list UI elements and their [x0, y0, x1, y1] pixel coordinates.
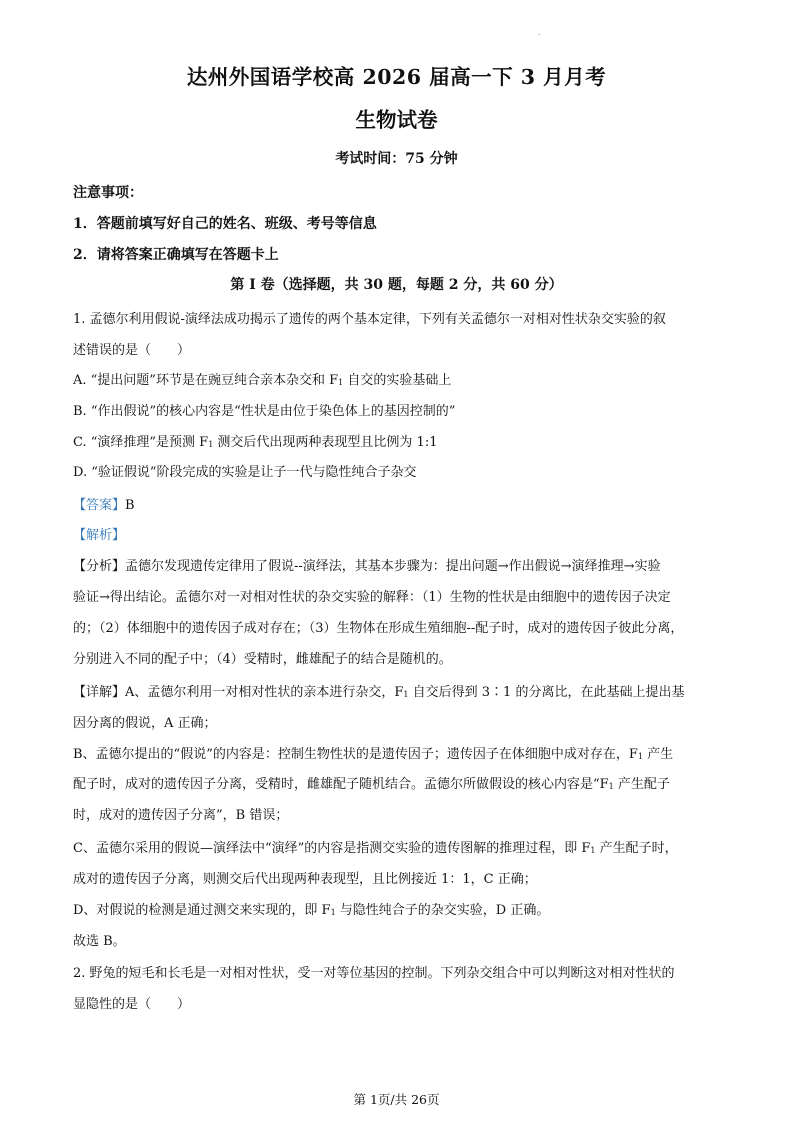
- q1-stem-line: 1. 孟德尔利用假说-演绎法成功揭示了遗传的两个基本定律，下列有关孟德尔一对相对性状杂交实验的叙: [73, 312, 666, 327]
- q1-fenxi-line: 【分析】孟德尔发现遗传定律用了假说--演绎法，其基本步骤为：提出问题→作出假说→演绎推理→实验: [73, 559, 661, 574]
- q1-detail-line: 因分离的假说，A 正确；: [73, 716, 217, 731]
- q1-detail-line: 成对的遗传因子分离，则测交后代出现两种表现型，且比例接近 1：1，C 正确；: [73, 872, 537, 887]
- answer-label: 【答案】: [73, 498, 126, 513]
- q1-detail-line: D、对假说的检测是通过测交来实现的，即 $F_1$ 与隐性纯合子的杂交实验，D 正确。: [73, 903, 550, 918]
- q1-detail-line: 时，成对的遗传因子分离”，B 错误；: [73, 808, 289, 823]
- exam-subtitle: 生物试卷: [355, 108, 438, 132]
- q1-fenxi-line: 的；（2）体细胞中的遗传因子成对存在；（3）生物体在形成生殖细胞--配子时，成对的遗传因子彼此分离，: [73, 621, 684, 636]
- note-item: 1．答题前填写好自己的姓名、班级、考号等信息: [73, 216, 377, 232]
- q1-detail-line: 【详解】A、孟德尔利用一对相对性状的亲本进行杂交，$F_1$ 自交后得到 3∶1 的分离比，在此基础上提出基: [73, 685, 685, 700]
- note-item: 2．请将答案正确填写在答题卡上: [73, 247, 279, 263]
- q1-detail-line: 配子时，成对的遗传因子分离，受精时，雌雄配子随机结合。孟德尔所做假设的核心内容是“$F_1$ 产生配子: [73, 777, 670, 792]
- q1-fenxi-line: 验证→得出结论。孟德尔对一对相对性状的杂交实验的解释：（1）生物的性状是由细胞中的遗传因子决定: [73, 590, 671, 605]
- q1-option-a: A. “提出问题”环节是在豌豆纯合亲本杂交和 $F_1$ 自交的实验基础上: [73, 373, 452, 388]
- q1-detail-line: C、孟德尔采用的假说—演绎法中“演绎”的内容是指测交实验的遗传图解的推理过程，即 $F_1$ 产生配子时，: [73, 841, 678, 856]
- q1-answer: 【答案】B: [73, 498, 135, 513]
- page-footer: 第 1页/共 26页: [353, 1092, 440, 1107]
- q1-option-d: D. “验证假说”阶段完成的实验是让子一代与隐性纯合子杂交: [73, 465, 417, 480]
- q1-fenxi-line: 分别进入不同的配子中；（4）受精时，雌雄配子的结合是随机的。: [73, 652, 452, 667]
- decorative-dot: .: [538, 28, 541, 37]
- q1-option-c: C. “演绎推理”是预测 $F_1$ 测交后代出现两种表现型且比例为 1:1: [73, 435, 438, 450]
- section-title: 第 I 卷（选择题，共 30 题，每题 2 分，共 60 分）: [230, 277, 563, 293]
- q2-stem-line: 显隐性的是（ ）: [73, 997, 191, 1012]
- q1-analysis-label: 【解析】: [73, 528, 126, 543]
- exam-time: 考试时间：75 分钟: [335, 151, 458, 167]
- q1-stem-line: 述错误的是（ ）: [73, 343, 191, 358]
- exam-title: 达州外国语学校高 2026 届高一下 3 月月考: [186, 65, 607, 89]
- q1-option-b: B. “作出假说”的核心内容是“性状是由位于染色体上的基因控制的”: [73, 404, 456, 419]
- q2-stem-line: 2. 野兔的短毛和长毛是一对相对性状，受一对等位基因的控制。下列杂交组合中可以判断这对相对性状的: [73, 966, 675, 981]
- q1-detail-line: B、孟德尔提出的“假说”的内容是：控制生物性状的是遗传因子；遗传因子在体细胞中成对存在，$F_1$ 产生: [73, 747, 674, 762]
- notes-heading: 注意事项：: [73, 185, 143, 201]
- q1-detail-line: 故选 B。: [73, 934, 126, 949]
